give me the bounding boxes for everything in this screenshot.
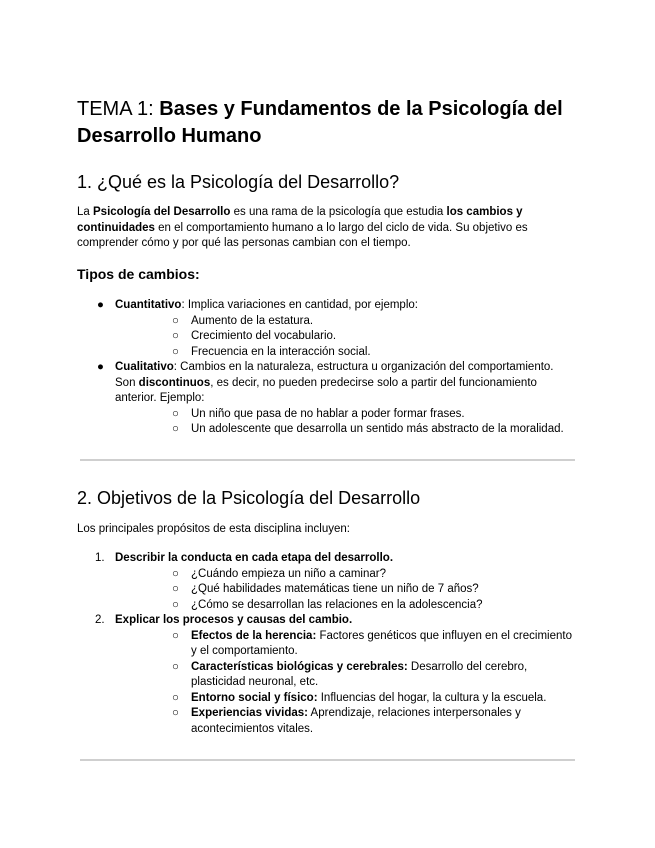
list-number: 1. <box>95 552 105 564</box>
document-title <box>77 96 577 150</box>
list-item-objetivo-2: 2. Explicar los procesos y causas del cambio. ○ Efectos de la herencia: Factores genéticos que influyen en el crecimiento y el comportamiento. ○ Características biológicas y cerebrales: Desarrollo del cerebro, plasticidad neuronal, etc. ○ Entorno social y físico: Influencias del hogar, la cultura y la escuela. ○ Experiencias vividas: Aprendizaje, relaciones interpersonales y acontecimientos vitales. <box>77 613 577 737</box>
list-item: ○ ¿Cómo se desarrollan las relaciones en la adolescencia? <box>115 598 577 614</box>
list-item: ○ ¿Cuándo empieza un niño a caminar? <box>115 567 577 583</box>
circle-bullet-icon: ○ <box>172 407 179 420</box>
list-item-cuantitativo: ● Cuantitativo: Implica variaciones en cantidad, por ejemplo: ○ Aumento de la estatura. ○ Crecimiento del vocabulario. ○ Frecuencia en la interacción social. <box>77 298 577 360</box>
list-item: ○ Experiencias vividas: Aprendizaje, relaciones interpersonales y acontecimientos vitales. <box>172 707 521 735</box>
objetivo-1-examples <box>115 567 577 614</box>
section-1-heading: 1. ¿Qué es la Psicología del Desarrollo? <box>77 172 400 192</box>
circle-bullet-icon: ○ <box>172 423 179 435</box>
list-item: ○ Un niño que pasa de no hablar a poder formar frases. <box>115 407 577 423</box>
objetivo-2-examples <box>115 629 577 738</box>
term-psicologia-desarrollo: Psicología del Desarrollo <box>93 206 231 218</box>
circle-bullet-icon: ○ <box>172 629 179 642</box>
section-divider <box>80 759 575 761</box>
circle-bullet-icon: ○ <box>172 691 179 704</box>
objetivos-list <box>77 551 577 737</box>
list-item: ○ Efectos de la herencia: Factores genéticos que influyen en el crecimiento y el comportamiento. <box>172 629 572 657</box>
bullet-icon: ● <box>97 361 104 373</box>
section-divider <box>80 459 575 461</box>
list-number: 2. <box>95 614 105 626</box>
list-item: ○ Características biológicas y cerebrales: Desarrollo del cerebro, plasticidad neuronal, etc. <box>172 660 528 688</box>
bullet-icon: ● <box>97 299 104 311</box>
circle-bullet-icon: ○ <box>172 314 179 327</box>
list-item: ○ Frecuencia en la interacción social. <box>115 345 577 361</box>
list-item-objetivo-1: 1. Describir la conducta en cada etapa del desarrollo. ○ ¿Cuándo empieza un niño a caminar? ○ ¿Qué habilidades matemáticas tiene un niño de 7 años? ○ ¿Cómo se desarrollan las relaciones en la adolescencia? <box>77 551 577 613</box>
list-item: ○ ¿Qué habilidades matemáticas tiene un niño de 7 años? <box>115 582 577 598</box>
circle-bullet-icon: ○ <box>172 660 179 673</box>
list-item: ○ Aumento de la estatura. <box>115 314 577 330</box>
list-item: ○ Entorno social y físico: Influencias del hogar, la cultura y la escuela. <box>115 691 577 707</box>
title-prefix: TEMA 1: <box>77 98 160 120</box>
cuantitativo-examples <box>115 314 577 361</box>
list-item-cualitativo: ● Cualitativo: Cambios en la naturaleza, estructura u organización del comportamiento. Son discontinuos, es decir, no pueden predecirse solo a partir del funcionamiento anterior. Ejemplo: ○ Un niño que pasa de no hablar a poder formar frases. ○ Un adolescente que desarrolla un sentido más abstracto de la moralidad. <box>77 360 577 438</box>
circle-bullet-icon: ○ <box>172 598 179 611</box>
tipos-cambios-heading: Tipos de cambios: <box>77 266 200 282</box>
circle-bullet-icon: ○ <box>172 707 179 719</box>
title-main: Bases y Fundamentos de la Psicología del Desarrollo Humano <box>77 98 563 147</box>
circle-bullet-icon: ○ <box>172 583 179 595</box>
circle-bullet-icon: ○ <box>172 567 179 580</box>
term-cambios-continuidades: los cambios y continuidades <box>77 206 523 234</box>
section-2-intro: Los principales propósitos de esta disciplina incluyen: <box>77 523 350 535</box>
section-1-intro: La Psicología del Desarrollo es una rama de la psicología que estudia los cambios y continuidades en el comportamiento humano a lo largo del ciclo de vida. Su objetivo es comprender cómo y por qué las personas cambian con el tiempo. <box>77 206 528 249</box>
circle-bullet-icon: ○ <box>172 345 179 358</box>
section-2-heading: 2. Objetivos de la Psicología del Desarrollo <box>77 488 421 508</box>
circle-bullet-icon: ○ <box>172 330 179 342</box>
tipos-cambios-list <box>77 298 577 438</box>
list-item: ○ Un adolescente que desarrolla un sentido más abstracto de la moralidad. <box>115 422 577 438</box>
cualitativo-examples <box>115 407 577 438</box>
list-item: ○ Crecimiento del vocabulario. <box>115 329 577 345</box>
